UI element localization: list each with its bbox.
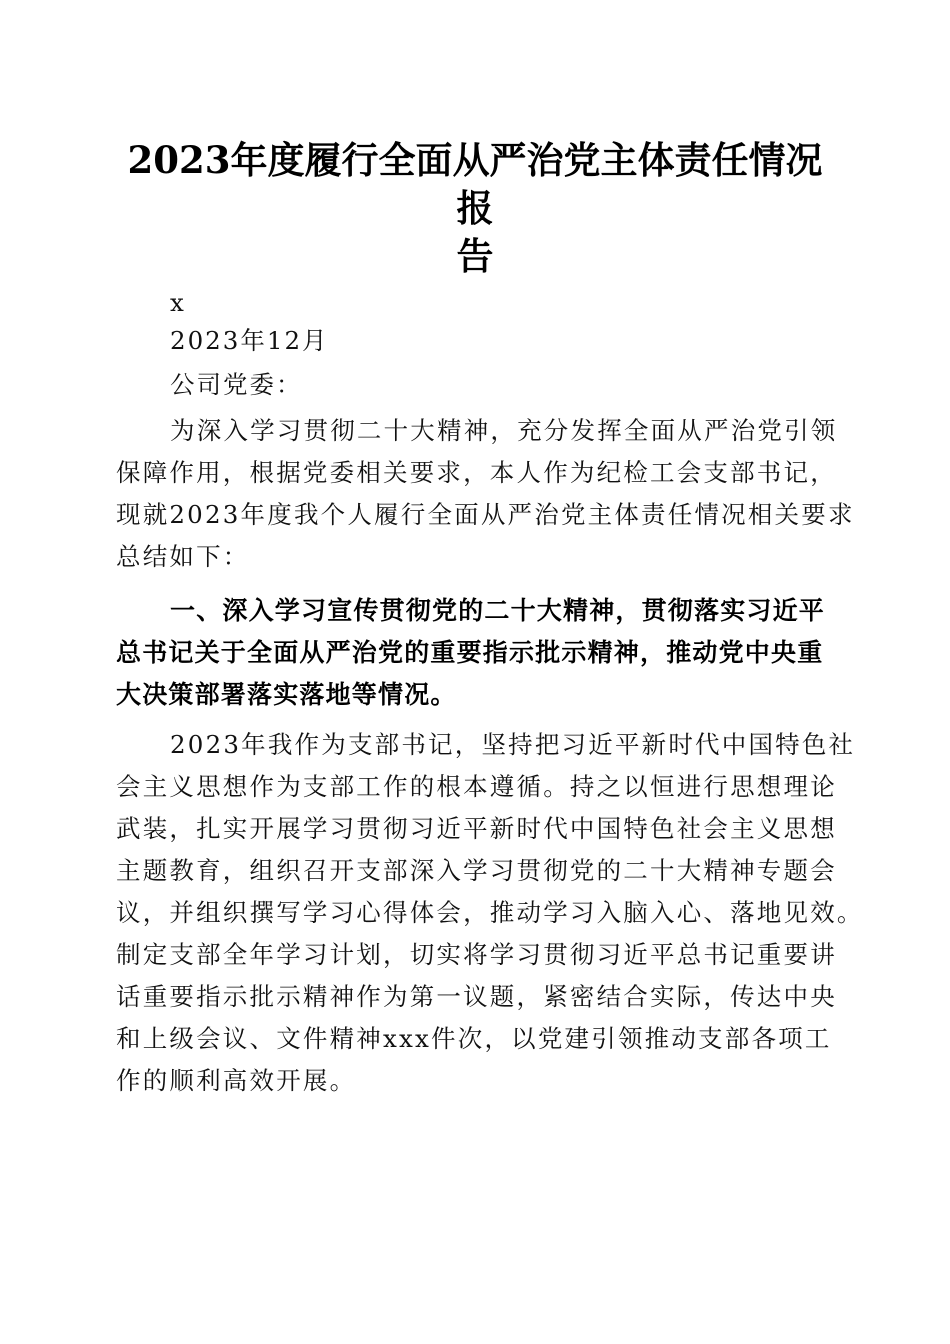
- intro-paragraph: [116, 410, 855, 578]
- recipient-line: 公司党委：: [170, 370, 303, 399]
- paragraph-line: 主题教育，组织召开支部深入学习贯彻党的二十大精神专题会: [116, 856, 837, 885]
- paragraph-line: 为深入学习贯彻二十大精神，充分发挥全面从严治党引领: [170, 416, 838, 445]
- heading-line: 总书记关于全面从严治党的重要指示批示精神，推动党中央重: [116, 638, 824, 667]
- heading-line: 一、深入学习宣传贯彻党的二十大精神，贯彻落实习近平: [170, 596, 826, 625]
- paragraph-line: 议，并组织撰写学习心得体会，推动学习入脑入心、落地见效。: [116, 898, 864, 927]
- paragraph-line: 现就2023年度我个人履行全面从严治党主体责任情况相关要求: [116, 500, 855, 529]
- paragraph-line: 会主义思想作为支部工作的根本遵循。持之以恒进行思想理论: [116, 772, 837, 801]
- paragraph-line: 总结如下：: [116, 542, 250, 571]
- title-line-2: 告: [456, 234, 494, 278]
- document-title: [120, 136, 830, 280]
- author-line: x: [170, 288, 186, 317]
- section-1-heading: [116, 590, 836, 716]
- paragraph-line: 话重要指示批示精神作为第一议题，紧密结合实际，传达中央: [116, 982, 837, 1011]
- paragraph-line: 作的顺利高效开展。: [116, 1066, 357, 1095]
- date-line: 2023年12月: [170, 326, 329, 355]
- heading-line: 大决策部署落实落地等情况。: [116, 680, 457, 709]
- paragraph-line: 2023年我作为支部书记，坚持把习近平新时代中国特色社: [170, 730, 856, 759]
- title-line-1: 2023年度履行全面从严治党主体责任情况报: [127, 138, 823, 230]
- paragraph-line: 和上级会议、文件精神xxx件次，以党建引领推动支部各项工: [116, 1024, 832, 1053]
- paragraph-line: 武装，扎实开展学习贯彻习近平新时代中国特色社会主义思想: [116, 814, 837, 843]
- section-1-body: [116, 724, 864, 1102]
- paragraph-line: 保障作用，根据党委相关要求，本人作为纪检工会支部书记，: [116, 458, 837, 487]
- paragraph-line: 制定支部全年学习计划，切实将学习贯彻习近平总书记重要讲: [116, 940, 837, 969]
